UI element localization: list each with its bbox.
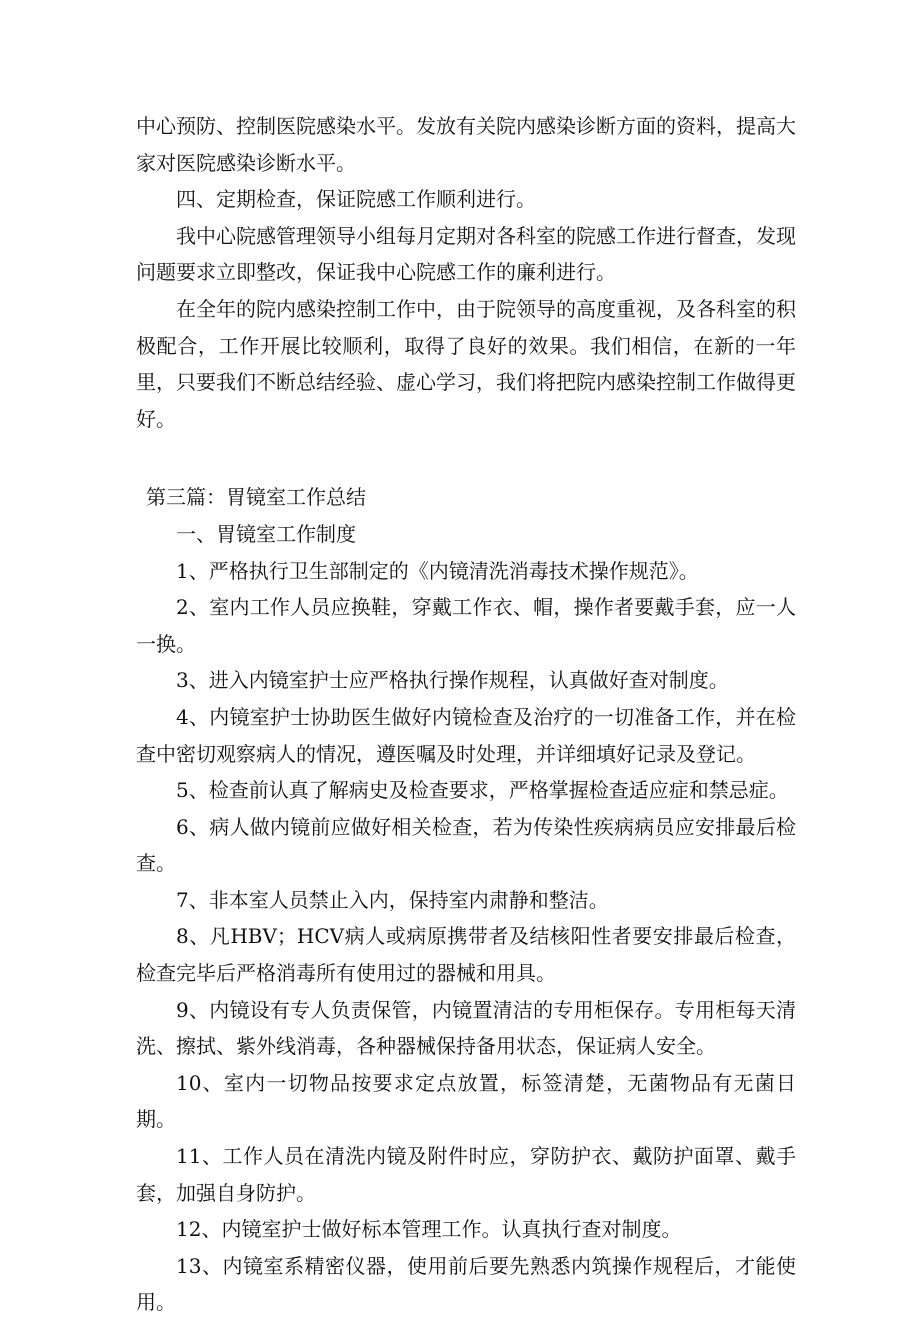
- rule-item: 13、内镜室系精密仪器，使用前后要先熟悉内筑操作规程后，才能使用。: [136, 1253, 796, 1315]
- rule-item: 3、进入内镜室护士应严格执行操作规程，认真做好查对制度。: [176, 668, 729, 693]
- section-title: 第三篇：胃镜室工作总结: [146, 485, 366, 510]
- rule-item: 11、工作人员在清洗内镜及附件时应，穿防护衣、戴防护面罩、戴手套，加强自身防护。: [136, 1144, 796, 1205]
- rule-item: 2、室内工作人员应换鞋，穿戴工作衣、帽，操作者要戴手套，应一人一换。: [136, 595, 796, 656]
- paragraph-continued: 中心预防、控制医院感染水平。发放有关院内感染诊断方面的资料，提高大家对医院感染诊断水平。: [136, 114, 796, 175]
- document-page: [136, 108, 796, 1321]
- rule-item: 5、检查前认真了解病史及检查要求，严格掌握检查适应症和禁忌症。: [176, 778, 789, 803]
- subsection-heading: 一、胃镜室工作制度: [176, 521, 356, 546]
- rule-item: 7、非本室人员禁止入内，保持室内肃静和整洁。: [176, 887, 609, 912]
- rule-item: 10、室内一切物品按要求定点放置，标签清楚，无菌物品有无菌日期。: [136, 1070, 796, 1132]
- rule-item: 4、内镜室护士协助医生做好内镜检查及治疗的一切准备工作，并在检查中密切观察病人的情况，遵医嘱及时处理，并详细填好记录及登记。: [136, 704, 796, 766]
- heading-periodic-inspection: 四、定期检查，保证院感工作顺利进行。: [176, 187, 536, 212]
- paragraph-summary: 在全年的院内感染控制工作中，由于院领导的高度重视，及各科室的积极配合，工作开展比较顺利，取得了良好的效果。我们相信，在新的一年里，只要我们不断总结经验、虚心学习，我们将把院内感染控制工作做得更好。: [136, 296, 796, 431]
- rule-item: 12、内镜室护士做好标本管理工作。认真执行查对制度。: [176, 1217, 682, 1242]
- paragraph-inspection: 我中心院感管理领导小组每月定期对各科室的院感工作进行督查，发现问题要求立即整改，保证我中心院感工作的廉利进行。: [136, 223, 796, 285]
- rule-item: 1、严格执行卫生部制定的《内镜清洗消毒技术操作规范》。: [176, 558, 699, 583]
- section-gap: [136, 437, 796, 479]
- rule-item: 6、病人做内镜前应做好相关检查，若为传染性疾病病员应安排最后检查。: [136, 814, 796, 876]
- rule-item: 9、内镜设有专人负责保管，内镜置清洁的专用柜保存。专用柜每天清洗、擦拭、紫外线消毒，各种器械保持备用状态，保证病人安全。: [136, 997, 796, 1059]
- rule-item: 8、凡HBV；HCV病人或病原携带者及结核阳性者要安排最后检查，检查完毕后严格消毒所有使用过的器械和用具。: [136, 924, 796, 986]
